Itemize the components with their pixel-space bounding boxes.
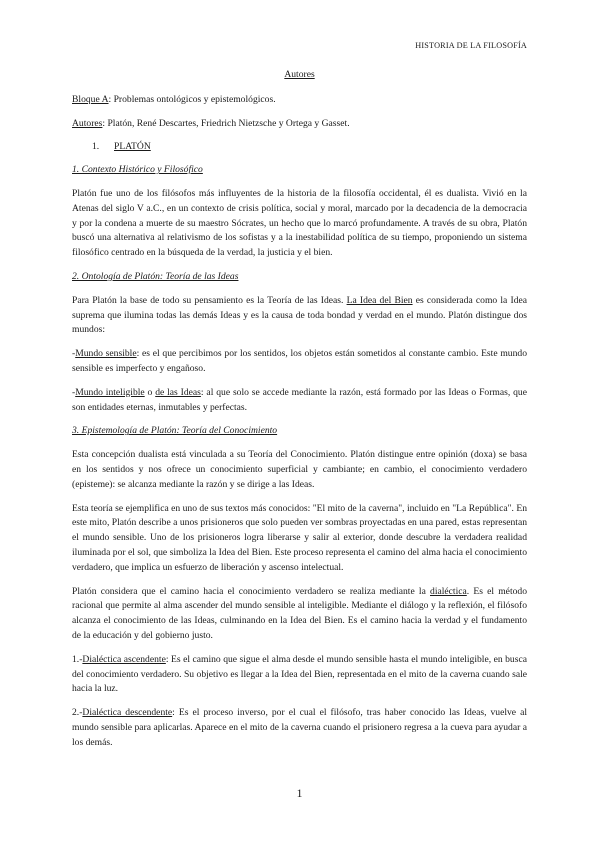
block-line: [72, 93, 527, 108]
section-heading-3: 3. Epistemología de Platón: Teoría del Conocimiento: [72, 425, 278, 437]
paragraph-conocimiento: Esta concepción dualista está vinculada a su Teoría del Conocimiento. Platón distingue entre opinión (doxa) se basa en los sentidos y nos ofrece un conocimiento superficial y cambiante; en cambio, el conocimiento verdadero (episteme): se alcanza mediante la razón y se dirige a las Ideas.: [72, 449, 527, 490]
text-run: 1.-: [72, 653, 83, 665]
block-text: : Problemas ontológicos y epistemológicos.: [108, 93, 276, 105]
page-number: 1: [296, 786, 303, 800]
page-title: Autores: [284, 69, 315, 80]
authors-line: [72, 117, 527, 132]
text-run: es considerada como la Idea suprema que ilumina todas las demás Ideas y es la causa de toda bondad y verdad en el mundo. Platón distingue dos mundos:: [72, 294, 528, 336]
paragraph-dialectica-ascendente: [72, 653, 527, 697]
numbered-heading: [92, 140, 527, 155]
section-heading-1: 1. Contexto Histórico y Filosófico: [72, 164, 203, 176]
text-run: o: [144, 386, 156, 398]
page-content: [72, 68, 527, 759]
paragraph-context: Platón fue uno de los filósofos más influyentes de la historia de la filosofía occidental, él es dualista. Vivió en la Atenas del siglo V a.C., en un contexto de crisis política, social y moral, marcado por la decadencia de la democracia y por la condena a muerte de su maestro Sócrates, un hecho que lo marcó profundamente. A través de su obra, Platón buscó una alternativa al relativismo de los sofistas y a la inestabilidad política de su tiempo, proponiendo un sistema filosófico centrado en la búsqueda de la verdad, la justicia y el bien.: [72, 187, 527, 259]
block-label: Bloque A: [72, 93, 109, 105]
text-run: : es el que percibimos por los sentidos, los objetos están sometidos al constante cambio. Este mundo sensible es imperfecto y engañoso.: [72, 348, 527, 374]
text-run: : al que solo se accede mediante la razón, está formado por las Ideas o Formas, que son entidades eternas, inmutables y perfectas.: [72, 386, 527, 413]
paragraph-dialectica-descendente: [72, 706, 527, 750]
dialectica-term: dialéctica: [430, 585, 467, 597]
text-run: -: [72, 386, 76, 398]
text-run: Para Platón la base de todo su pensamiento es la Teoría de las Ideas.: [72, 294, 347, 306]
item-number: 1.: [92, 141, 100, 153]
paragraph-mundo-inteligible: [72, 386, 527, 416]
text-run: : Es el proceso inverso, por el cual el filósofo, tras haber conocido las Ideas, vuelve al mundo sensible para aplicarlas. Aparece en el mito de la caverna cuando el prisionero regresa a la cueva para ayudar a los demás.: [72, 707, 527, 748]
text-run: 2.-: [72, 707, 83, 719]
paragraph-dialectica: [72, 585, 527, 644]
idea-del-bien: La Idea del Bien: [346, 294, 413, 306]
dialectica-ascendente-term: Dialéctica ascendente: [82, 653, 166, 665]
text-run: -: [72, 348, 76, 360]
text-run: Platón considera que el camino hacia el conocimiento verdadero se realiza mediante la: [72, 585, 431, 597]
text-run: : Es el camino que sigue el alma desde el mundo sensible hasta el mundo inteligible, en busca del conocimiento verdadero. Su objetivo es llegar a la Idea del Bien, representada en el mito de la caverna cuando sale hacia la luz.: [72, 653, 527, 695]
running-header: HISTORIA DE LA FILOSOFÍA: [415, 41, 527, 50]
dialectica-descendente-term: Dialéctica descendente: [82, 707, 173, 719]
authors-text: : Platón, René Descartes, Friedrich Nietzsche y Ortega y Gasset.: [102, 117, 350, 129]
paragraph-mundo-sensible: [72, 347, 527, 377]
item-title: PLATÓN: [114, 141, 151, 153]
ideas-term: de las Ideas: [155, 386, 201, 398]
text-run: . Es el método racional que permite al alma ascender del mundo sensible al inteligible. Mediante el diálogo y la reflexión, el filósofo alcanza el conocimiento de las Ideas, culminando en la Idea del Bien. Es el camino hacia la verdad y el fundamento de la educación y del gobierno justo.: [72, 585, 527, 641]
section-heading-2: 2. Ontología de Platón: Teoría de las Ideas: [72, 270, 239, 282]
authors-label: Autores: [72, 117, 103, 129]
mundo-inteligible-term: Mundo inteligible: [75, 386, 145, 398]
mundo-sensible-term: Mundo sensible: [75, 348, 137, 360]
paragraph-caverna: Esta teoría se ejemplifica en uno de sus textos más conocidos: "El mito de la caverna", incluido en "La República". En este mito, Platón describe a unos prisioneros que solo pueden ver sombras proyectadas en una pared, estas representan el mundo sensible. Uno de los prisioneros logra liberarse y salir al exterior, donde descubre la verdadera realidad iluminada por el sol, que simboliza la Idea del Bien. Este proceso representa el camino del alma hacia el conocimiento verdadero, que implica un esfuerzo de liberación y ascenso intelectual.: [72, 502, 527, 573]
paragraph-ideas: [72, 294, 527, 338]
